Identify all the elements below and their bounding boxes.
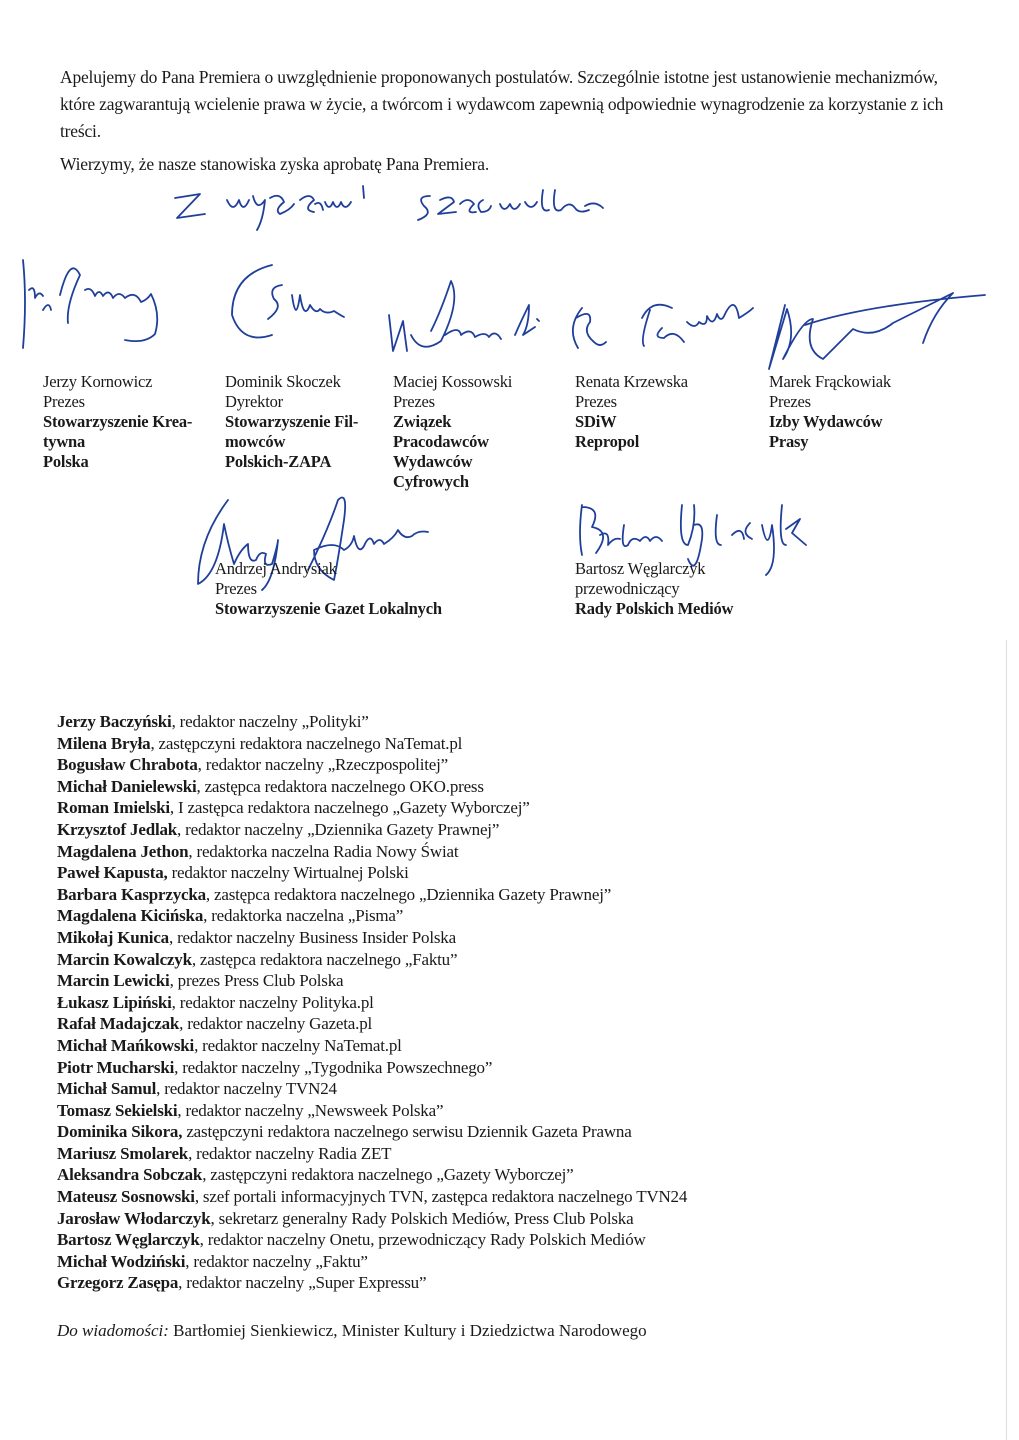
signature-marek-frackowiak <box>765 285 990 375</box>
signatory-org: Izby Wydawców <box>769 412 883 431</box>
editor-list-item <box>57 927 687 949</box>
signatory-org: Stowarzyszenie Gazet Lokalnych <box>215 599 442 618</box>
editor-description: , redaktor naczelny Business Insider Polska <box>168 927 456 947</box>
editor-list-item <box>57 1121 687 1143</box>
signatory-block-kossowski <box>393 372 512 492</box>
signatory-role: Prezes <box>215 579 257 598</box>
editor-description: , redaktorka naczelna „Pisma” <box>203 906 404 926</box>
editor-list-item <box>57 776 687 798</box>
signatory-name: Jerzy Kornowicz <box>43 372 153 391</box>
editor-name: Rafał Madajczak <box>57 1014 180 1034</box>
editor-name: Michał Danielewski <box>57 776 197 796</box>
editor-name: Grzegorz Zasępa <box>57 1273 179 1293</box>
editor-list-item <box>57 733 687 755</box>
editor-name: Michał Mańkowski <box>57 1035 195 1055</box>
cc-label: Do wiadomości: <box>57 1321 169 1340</box>
editor-list-item <box>57 1078 687 1100</box>
editor-list-item <box>57 1035 687 1057</box>
signatory-org: Polskich-ZAPA <box>225 452 332 471</box>
editor-description: , redaktor naczelny „Newsweek Polska” <box>177 1100 444 1120</box>
editor-list-item <box>57 1229 687 1251</box>
editor-description: , zastępczyni redaktora naczelnego NaTemat.pl <box>150 733 463 753</box>
editor-description: , redaktor naczelny „Super Expressu” <box>178 1273 427 1293</box>
editor-description: , I zastępca redaktora naczelnego „Gazety Wyborczej” <box>169 798 530 818</box>
editor-list-item <box>57 841 687 863</box>
editor-list-item <box>57 862 687 884</box>
signatory-org: Stowarzyszenie Fil- <box>225 412 359 431</box>
editor-name: Michał Samul <box>57 1079 157 1099</box>
editor-name: Aleksandra Sobczak <box>57 1165 203 1185</box>
editor-description: , zastępca redaktora naczelnego OKO.press <box>196 776 484 796</box>
signatory-role: Prezes <box>769 392 811 411</box>
signatory-org: Polska <box>43 452 89 471</box>
editor-description: , zastępca redaktora naczelnego „Dziennika Gazety Prawnej” <box>205 884 612 904</box>
editor-name: Jarosław Włodarczyk <box>57 1208 211 1228</box>
editor-description: , redaktor naczelny Polityka.pl <box>171 992 374 1012</box>
scan-edge <box>1006 640 1007 1440</box>
editor-description: , redaktor naczelny Gazeta.pl <box>179 1014 373 1034</box>
cc-text: Bartłomiej Sienkiewicz, Minister Kultury i Dziedzictwa Narodowego <box>168 1321 647 1340</box>
signatory-block-frackowiak <box>769 372 891 452</box>
editor-list-item <box>57 970 687 992</box>
editor-name: Milena Bryła <box>57 733 151 753</box>
editor-description: , redaktorka naczelna Radia Nowy Świat <box>188 841 459 861</box>
editor-name: Roman Imielski <box>57 798 170 818</box>
editors-list <box>57 711 687 1294</box>
signatory-role: Dyrektor <box>225 392 283 411</box>
editor-name: Łukasz Lipiński <box>57 992 172 1012</box>
editor-name: Bogusław Chrabota <box>57 755 198 775</box>
editor-description: , szef portali informacyjnych TVN, zastępca redaktora naczelnego TVN24 <box>194 1187 688 1207</box>
editor-description: , redaktor naczelny Onetu, przewodniczący Rady Polskich Mediów <box>199 1230 646 1250</box>
editor-name: Magdalena Jethon <box>57 841 189 861</box>
editor-list-item <box>57 1013 687 1035</box>
signature-renata-krzewska <box>562 288 772 358</box>
editor-description: , sekretarz generalny Rady Polskich Mediów, Press Club Polska <box>210 1208 634 1228</box>
editor-description: , redaktor naczelny Radia ZET <box>188 1143 392 1163</box>
editor-description: , redaktor naczelny TVN24 <box>156 1079 337 1099</box>
editor-list-item <box>57 905 687 927</box>
signatory-name: Dominik Skoczek <box>225 372 341 391</box>
signatory-org: mowców <box>225 432 286 451</box>
editor-list-item <box>57 754 687 776</box>
signatory-role: Prezes <box>575 392 617 411</box>
signatory-block-kornowicz <box>43 372 192 472</box>
editor-name: Marcin Lewicki <box>57 971 170 991</box>
signatory-org: SDiW <box>575 412 617 431</box>
editor-name: Piotr Mucharski <box>57 1057 175 1077</box>
signatory-role: Prezes <box>43 392 85 411</box>
signatory-name: Andrzej Andrysiak <box>215 559 337 578</box>
editor-description: , zastępczyni redaktora naczelnego „Gazety Wyborczej” <box>202 1165 574 1185</box>
editor-name: Dominika Sikora, <box>57 1122 183 1142</box>
signatory-org: Stowarzyszenie Krea- <box>43 412 193 431</box>
editor-list-item <box>57 1057 687 1079</box>
editor-description: redaktor naczelny Wirtualnej Polski <box>167 863 409 883</box>
signatory-org: Wydawców <box>393 452 473 471</box>
signatory-role: Prezes <box>393 392 435 411</box>
editor-list-item <box>57 1143 687 1165</box>
editor-list-item <box>57 1208 687 1230</box>
editor-name: Barbara Kasprzycka <box>57 884 206 904</box>
editor-list-item <box>57 992 687 1014</box>
signatory-name: Maciej Kossowski <box>393 372 513 391</box>
editor-description: , redaktor naczelny „Polityki” <box>171 712 369 731</box>
editor-list-item <box>57 819 687 841</box>
editor-description: , redaktor naczelny „Tygodnika Powszechnego” <box>174 1057 493 1077</box>
editor-name: Marcin Kowalczyk <box>57 949 192 969</box>
editor-name: Magdalena Kicińska <box>57 906 204 926</box>
editor-name: Tomasz Sekielski <box>57 1100 178 1120</box>
signatory-org: Pracodawców <box>393 432 489 451</box>
signatory-block-krzewska <box>575 372 688 452</box>
signatory-name: Bartosz Węglarczyk <box>575 559 706 578</box>
signatory-name: Renata Krzewska <box>575 372 688 391</box>
signatory-role: przewodniczący <box>575 579 680 598</box>
signatory-org: tywna <box>43 432 86 451</box>
editor-list-item <box>57 1272 687 1294</box>
editor-list-item <box>57 797 687 819</box>
signatory-org: Cyfrowych <box>393 472 469 491</box>
intro-closing-sentence: Wierzymy, że nasze stanowiska zyska aprobatę Pana Premiera. <box>60 154 490 174</box>
editor-description: , redaktor naczelny „Rzeczpospolitej” <box>197 755 448 775</box>
signatory-org: Repropol <box>575 432 640 451</box>
editor-name: Mikołaj Kunica <box>57 927 169 947</box>
editor-name: Paweł Kapusta, <box>57 863 168 883</box>
editor-list-item <box>57 1251 687 1273</box>
editor-list-item <box>57 1164 687 1186</box>
signatory-block-weglarczyk <box>575 559 733 619</box>
editor-description: , redaktor naczelny „Faktu” <box>185 1251 368 1271</box>
editor-name: Mateusz Sosnowski <box>57 1187 195 1207</box>
signature-maciej-kossowski <box>385 275 545 355</box>
editor-list-item <box>57 1186 687 1208</box>
editor-list-item <box>57 949 687 971</box>
signatory-org: Rady Polskich Mediów <box>575 599 734 618</box>
editor-description: , zastępca redaktora naczelnego „Faktu” <box>191 949 458 969</box>
editor-name: Bartosz Węglarczyk <box>57 1230 200 1250</box>
editor-name: Mariusz Smolarek <box>57 1143 189 1163</box>
editor-name: Jerzy Baczyński <box>57 712 172 731</box>
signature-jerzy-kornowicz <box>15 250 190 350</box>
editor-list-item <box>57 711 687 733</box>
signature-dominik-skoczek <box>222 255 352 345</box>
editor-description: zastępczyni redaktora naczelnego serwisu Dziennik Gazeta Prawna <box>182 1122 632 1142</box>
signatory-org: Związek <box>393 412 452 431</box>
intro-paragraph: Apelujemy do Pana Premiera o uwzględnienie proponowanych postulatów. Szczególnie istotne jest ustanowienie mechanizmów, które zagwarantują wcielenie prawa w życie, a twórcom i wydawcom zapewnią odpowiednie wynagrodzenie za korzystanie z ich treści. <box>60 67 944 141</box>
signatory-org: Prasy <box>769 432 809 451</box>
signatory-name: Marek Frąckowiak <box>769 372 891 391</box>
editor-list-item <box>57 1100 687 1122</box>
editor-description: , prezes Press Club Polska <box>169 971 344 991</box>
signatory-block-andrysiak <box>215 559 442 619</box>
editor-name: Krzysztof Jedlak <box>57 819 178 839</box>
editor-list-item <box>57 884 687 906</box>
editor-description: , redaktor naczelny „Dziennika Gazety Prawnej” <box>177 819 500 839</box>
editor-name: Michał Wodziński <box>57 1251 186 1271</box>
handwritten-closing <box>165 178 655 238</box>
cc-line <box>57 1321 647 1341</box>
editor-description: , redaktor naczelny NaTemat.pl <box>194 1035 402 1055</box>
signatory-block-skoczek <box>225 372 358 472</box>
